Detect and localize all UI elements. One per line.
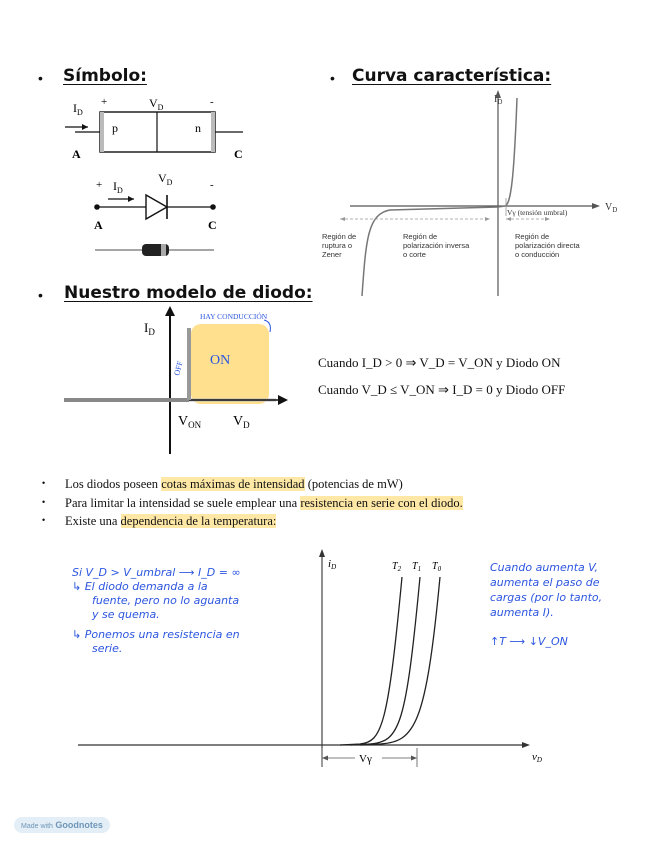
cathode-label-top: C (234, 147, 243, 161)
von-label: $V_{ON}$ (178, 414, 202, 430)
on-label: ON (210, 353, 231, 368)
bullet-3-highlight: dependencia de la temperatura: (120, 514, 277, 528)
plus-sign: + (101, 96, 108, 108)
model-vd-label: $V_D$ (233, 414, 250, 430)
model-y-label: $I_D$ (144, 320, 155, 337)
id-label: $I_D$ (73, 101, 83, 117)
vd-label: $V_D$ (149, 96, 164, 112)
threshold-label: Vγ (tensión umbral) (507, 208, 568, 217)
bullet-1-text: Los diodos poseen cotas máximas de intensidad (potencias de mW) (65, 477, 403, 491)
t0-label: $T_0$ (432, 561, 442, 573)
made-with-goodnotes-badge[interactable]: Made with Goodnotes (14, 817, 110, 833)
heading-symbol: Símbolo: (63, 66, 147, 86)
iv-curve (362, 98, 517, 296)
diode-symbol-figure (60, 92, 250, 267)
bullet-2-dot: • (42, 497, 46, 507)
characteristic-curve-figure (310, 88, 630, 300)
t2-label: $T_2$ (392, 561, 402, 573)
region-direct-label: Región de polarización directa o conducción (515, 232, 580, 259)
bullet-model: • (38, 287, 43, 303)
minus-sign-2: - (210, 179, 214, 191)
condition-off: Cuando V_D ≤ V_ON ⇒ I_D = 0 y Diodo OFF (318, 382, 566, 397)
anode-label: A (94, 218, 103, 232)
bullet-curve: • (330, 70, 335, 86)
condition-on: Cuando I_D > 0 ⇒ V_D = V_ON y Diodo ON (318, 355, 561, 370)
region-zener-label: Región de ruptura o Zener (322, 232, 357, 259)
temp-x-label: vD (532, 751, 542, 764)
region-reverse-label: Región de polarización inversa o corte (403, 232, 470, 259)
vd-label-2: $V_D$ (158, 171, 173, 187)
curve-y-label: $I_D$ (494, 94, 503, 106)
vgamma-label: Vγ (359, 753, 372, 765)
curve-t2 (340, 577, 402, 745)
cathode-label: C (208, 218, 217, 232)
bullet-1-highlight: cotas máximas de intensidad (161, 477, 305, 491)
temp-y-label: iD (328, 558, 337, 571)
bullet-3-text: Existe una dependencia de la temperatura: (65, 514, 277, 528)
off-label: OFF (172, 360, 185, 377)
bullet-3-dot: • (42, 515, 46, 525)
id-label-2: $I_D$ (113, 179, 123, 195)
minus-sign: - (210, 96, 214, 108)
n-region-label: n (195, 121, 201, 135)
p-region-label: p (112, 121, 118, 135)
t1-label: $T_1$ (412, 561, 422, 573)
bullet-symbol: • (38, 70, 43, 86)
hay-conduccion-label: HAY CONDUCCIÓN (200, 312, 268, 321)
bullet-2-text: Para limitar la intensidad se suele emplear una resistencia en serie con el diodo. (65, 496, 463, 510)
diode-triangle-icon (146, 195, 167, 219)
plus-sign-2: + (96, 179, 103, 191)
bullet-1-dot: • (42, 478, 46, 488)
curve-t1 (350, 577, 420, 745)
handwritten-notes-right: Cuando aumenta V, aumenta el paso de cargas (por lo tanto, aumenta I). ↑T ⟶ ↓V_ON (490, 561, 603, 648)
anode-label-top: A (72, 147, 81, 161)
diode-model-figure (60, 306, 290, 456)
curve-x-label: $V_D$ (605, 202, 618, 214)
handwritten-notes-left: Si V_D > V_umbral ⟶ I_D = ∞ ↳ El diodo demanda a la fuente, pero no lo aguanta y se quema. ↳ Ponemos una resistencia en serie. (72, 566, 241, 655)
bullet-2-highlight: resistencia en serie con el diodo. (300, 496, 463, 510)
heading-curve: Curva característica: (352, 66, 552, 86)
heading-model: Nuestro modelo de diodo: (64, 283, 313, 303)
